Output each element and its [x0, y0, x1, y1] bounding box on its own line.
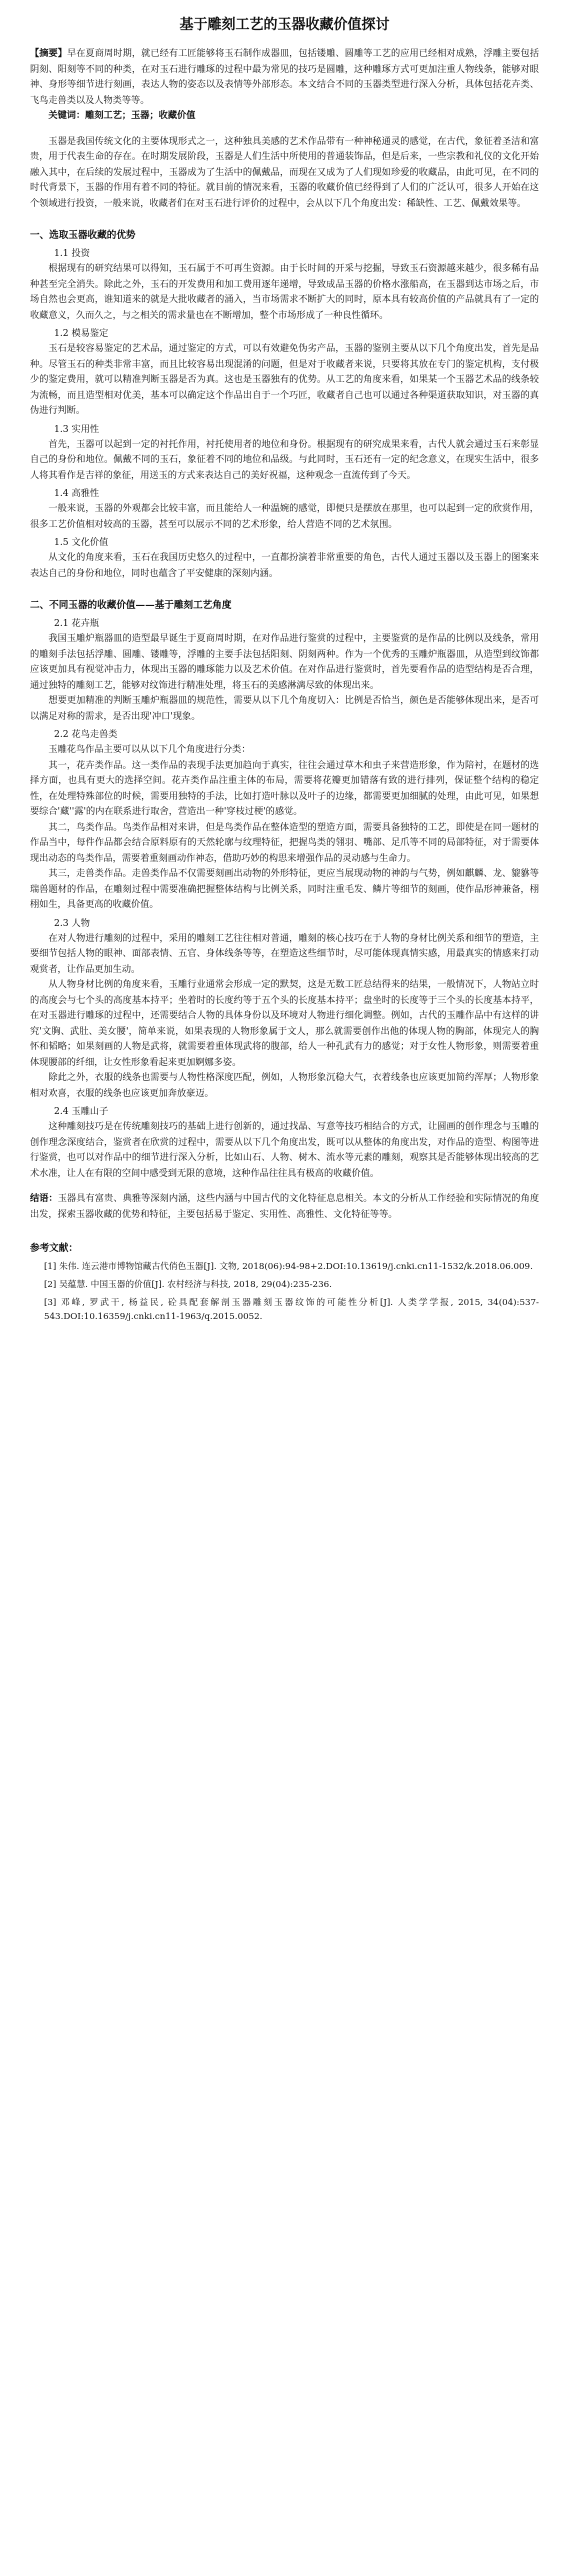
subsection-2-1-text: 想要更加精准的判断玉雕炉瓶器皿的规范性，需要从以下几个角度切入：比例是否恰当，颜色是否能够体现出来，是否可以满足对称的需求，是否出现'冲口'现象。 [30, 695, 539, 722]
subsection-1-1-heading: 1.1 投资 [54, 248, 90, 259]
subsection-1-4-text: 一般来说，玉器的外观都会比较丰富，而且能给人一种温婉的感觉，即便只是摆放在那里，也可以起到一定的欣赏作用，很多工艺价值相对较高的玉器，甚至可以展示不同的艺术形象，给人营造不同的艺术氛围。 [30, 503, 539, 530]
reference-item: [3] 邓峰, 罗武干, 杨益民, 砼具配套解剖玉器雕刻玉器纹饰的可能性分析[J]. 人类学学报, 2015, 34(04):537-543.DOI:10.16359/j.cnki.cn11-1963/q.2015.0052. [44, 1298, 539, 1322]
subsection-2-3-text: 除此之外，衣服的线条也需要与人物性格深度匹配，例如，人物形象沉稳大气，衣着线条也应该更加简约浑厚；人物形象相对欢喜，衣服的线条也应该更加奔放豪迈。 [30, 1072, 539, 1099]
subsection-2-2-text: 其二，鸟类作品。鸟类作品相对来讲，但是鸟类作品在整体造型的塑造方面，需要具备独特的工艺，即使是在同一题材的作品当中，每件作品都会结合原料原有的天然轮廓与纹理特征，把握鸟类的翎羽、嘴部、足爪等不同的局部特征，对于需要体现出动态的鸟类作品，需要着重刻画动作神态，借助巧妙的构思来增强作品的灵动感与生命力。 [30, 821, 539, 864]
paper-page [30, 0, 539, 1324]
section-1-heading: 一、选取玉器收藏的优势 [30, 230, 136, 241]
abstract [30, 46, 539, 108]
subsection-2-2-text: 其一，花卉类作品。这一类作品的表现手法更加趋向于真实，往往会通过草木和虫子来营造形象，作为陪衬，在题材的选择方面，也具有更大的选择空间。花卉类作品注重主体的布局，需要将花瓣更加错落有致的进行排列，保证整个结构的稳定性，在处理特殊部位的时候，需要用独特的手法，比如打造叶脉以及叶子的边缘，都需要更加细腻的处理，由此可见，如果想要综合'藏''露'的内在联系进行取舍，营造出一种'穿枝过梗'的感觉。 [30, 759, 539, 817]
subsection-1-3-text: 首先，玉器可以起到一定的衬托作用，衬托使用者的地位和身份。根据现有的研究成果来看，古代人就会通过玉石来彰显自己的身份和地位。佩戴不同的玉石，象征着不同的地位和品级。与此同时，玉石还有一定的纪念意义，在现实生活中，很多人将其看作是吉祥的象征，用送玉的方式来表达自己的美好祝福，这种观念一直流传到了今天。 [30, 438, 539, 481]
subsection-1-5-text: 从文化的角度来看，玉石在我国历史悠久的过程中，一直都扮演着非常重要的角色，古代人通过玉器以及玉器上的图案来表达自己的身份和地位，同时也蕴含了平安健康的深刻内涵。 [30, 552, 539, 579]
subsection-2-4-text: 这种雕刻技巧是在传统雕刻技巧的基础上进行创新的，通过找晶、写意等技巧相结合的方式，让圆画的创作理念与玉雕的创作理念深度结合，鉴赏者在欣赏的过程中，需要从以下几个角度出发，既可以从整体的角度出发，对作品的造型、构图等进行鉴赏，也可以对作品中的细节进行深入分析，比如山石、人物、树木、流水等元素的雕刻，观察其是否能够体现出较高的艺术水准，让人在有限的空间中感受到无限的意境，这种作品往往具有极高的收藏价值。 [30, 1121, 539, 1179]
keywords-label: 关键词： [48, 110, 86, 121]
subsection-1-2-text: 玉石是较容易鉴定的艺术品，通过鉴定的方式，可以有效避免伪劣产品，玉器的鉴别主要从以下几个角度出发，首先是品种。尽管玉石的种类非常丰富，而且比较容易出现混淆的问题，但是对于收藏者来说，只要将其放在专门的鉴定机构，支付极少的鉴定费用，就可以精准判断玉器是否为真。这也是玉器独有的优势。从工艺的角度来看，如果某一个玉器艺术品的线条较为流畅，而且造型相对优美，基本可以确定这个作品出自于一个巧匠，收藏者自己也可以通过各种渠道获取知识，对玉器的真伪进行判断。 [30, 343, 539, 416]
section-2-heading: 二、不同玉器的收藏价值——基于雕刻工艺角度 [30, 600, 232, 611]
subsection-2-3-text: 在对人物进行雕刻的过程中，采用的雕刻工艺往往相对普通，雕刻的核心技巧在于人物的身材比例关系和细节的塑造，主要细节包括人物的眼神、面部表情、五官、身体线条等等，在塑造这些细节时，尽可能体现真情实感，用最真实的情感来打动观赏者，让作品更加生动。 [30, 932, 539, 975]
paper-title: 基于雕刻工艺的玉器收藏价值探讨 [179, 17, 390, 33]
conclusion [30, 1191, 539, 1222]
subsection-2-3-heading: 2.3 人物 [54, 917, 90, 929]
subsection-2-2-text: 其三，走兽类作品。走兽类作品不仅需要刻画出动物的外形特征，更应当展现动物的神韵与气势，例如麒麟、龙、貔貅等瑞兽题材的作品，在雕刻过程中需要准确把握整体结构与比例关系，同时注重毛发、鳞片等细节的刻画，使作品形神兼备，栩栩如生，具备更高的收藏价值。 [30, 868, 539, 910]
references-heading: 参考文献： [30, 1243, 78, 1254]
subsection-2-3-text: 从人物身材比例的角度来看，玉雕行业通常会形成一定的默契，这是无数工匠总结得来的结果，一般情况下，人物站立时的高度会与七个头的高度基本持平；坐着时的长度约等于五个头的长度基本持平；盘坐时的长度等于三个头的长度基本持平，在对玉器进行雕琢的过程中，还需要结合人物的具体身份以及环境对人物进行细化调整。例如，古代的玉雕作品中有这样的讲究'文胸、武肚、美女腰'，简单来说，如果表现的人物形象属于文人，那么就需要创作出他的体现人物的胸部，体现完人的胸怀和韬略；如果刻画的人物是武将，就需要着重体现武将的腹部，给人一种孔武有力的感觉；对于女性人物形象，则需要着重体现腰部的纤细，让女性形象看起来更加婀娜多姿。 [30, 979, 539, 1068]
subsection-1-1-text: 根据现有的研究结果可以得知，玉石属于不可再生资源。由于长时间的开采与挖掘，导致玉石资源越来越少，很多稀有品种甚至完全消失。除此之外，玉石的开发费用和加工费用逐年递增，导致成品玉器的价格水涨船高，在玉器到达市场之后，市场自然也会更高，谁知道来的就是大批收藏者的涌入，当市场需求不断扩大的同时，原本具有较高价值的产品就具有了一定的收藏意义，久而久之，与之相关的需求量也在不断增加，整个市场形成了一种良性循环。 [30, 263, 539, 321]
conclusion-label: 结语： [30, 1193, 58, 1204]
subsection-1-4-heading: 1.4 高雅性 [54, 488, 100, 499]
subsection-1-3-heading: 1.3 实用性 [54, 423, 100, 435]
subsection-2-2-heading: 2.2 花鸟走兽类 [54, 729, 118, 740]
keywords-text: 雕刻工艺；玉器；收藏价值 [85, 110, 196, 121]
conclusion-text: 玉器具有富贵、典雅等深刻内涵，这些内涵与中国古代的文化特征息息相关。本文的分析从工作经验和实际情况的角度出发，探索玉器收藏的优势和特征，主要包括易于鉴定、实用性、高雅性、文化特征等等。 [30, 1193, 540, 1220]
subsection-2-4-heading: 2.4 玉雕山子 [54, 1106, 109, 1117]
subsection-2-1-text: 我国玉雕炉瓶器皿的造型最早诞生于夏商周时期，在对作品进行鉴赏的过程中，主要鉴赏的是作品的比例以及线条，常用的雕刻手法包括浮雕、圆雕、镂雕等，浮雕的主要手法包括阳刻、阴刻两种。作为一个优秀的玉雕炉瓶器皿，从造型到纹饰都应该更加具有视觉冲击力，体现出玉器的雕琢能力以及艺术价值。在对作品进行鉴赏时，首先要看作品的造型结构是否合理，通过独特的雕刻工艺，能够对纹饰进行精准处理，将玉石的美感淋漓尽致的体现出来。 [30, 633, 539, 691]
reference-item: [2] 吴蕴慧. 中国玉器的价值[J]. 农村经济与科技, 2018, 29(04):235-236. [44, 1280, 332, 1290]
abstract-text: 早在夏商周时期，就已经有工匠能够将玉石制作成器皿，包括镂雕、圆雕等工艺的应用已经相对成熟，浮雕主要包括阴刻、阳刻等不同的种类，在对玉石进行雕琢的过程中最为常见的技巧是圆雕，这种雕琢方式可更加注重人物线条，能够对眼神、身形等细节进行刻画，表达人物的姿态以及表情等外部形态。本文结合不同的玉器类型进行深入分析，具体包括花卉类、飞鸟走兽类以及人物类等等。 [30, 48, 540, 106]
subsection-1-2-heading: 1.2 模易鉴定 [54, 328, 109, 339]
subsection-1-5-heading: 1.5 文化价值 [54, 537, 109, 548]
subsection-2-1-heading: 2.1 花卉瓶 [54, 618, 100, 629]
reference-item: [1] 朱伟. 连云港市博物馆藏古代俏色玉器[J]. 文物, 2018(06):94-98+2.DOI:10.13619/j.cnki.cn11-1532/k.2018.06.009. [44, 1262, 533, 1272]
intro-paragraph: 玉器是我国传统文化的主要体现形式之一，这种独具美感的艺术作品带有一种神秘通灵的感觉，在古代，象征着圣洁和富贵，用于代表生命的存在。在时期发展阶段，玉器是人们生活中所使用的普通装饰品，但是后来，一些宗教和礼仪的文化开始融入其中，在后续的发展过程中，玉器成为了生活中的佩戴品，而现在又成为了人们现如珍爱的收藏品，由此可见，在不同的时代背景下，玉器的作用有着不同的特征。就目前的情况来看，玉器的收藏价值已经得到了人们的广泛认可，很多人开始在这个领域进行投资，一般来说，收藏者们在对玉石进行评价的过程中，会从以下几个角度出发：稀缺性、工艺、佩戴效果等。 [30, 135, 539, 209]
keywords [30, 108, 539, 124]
abstract-label: 【摘要】 [30, 48, 68, 59]
subsection-2-2-intro: 玉雕花鸟作品主要可以从以下几个角度进行分类： [48, 744, 251, 755]
